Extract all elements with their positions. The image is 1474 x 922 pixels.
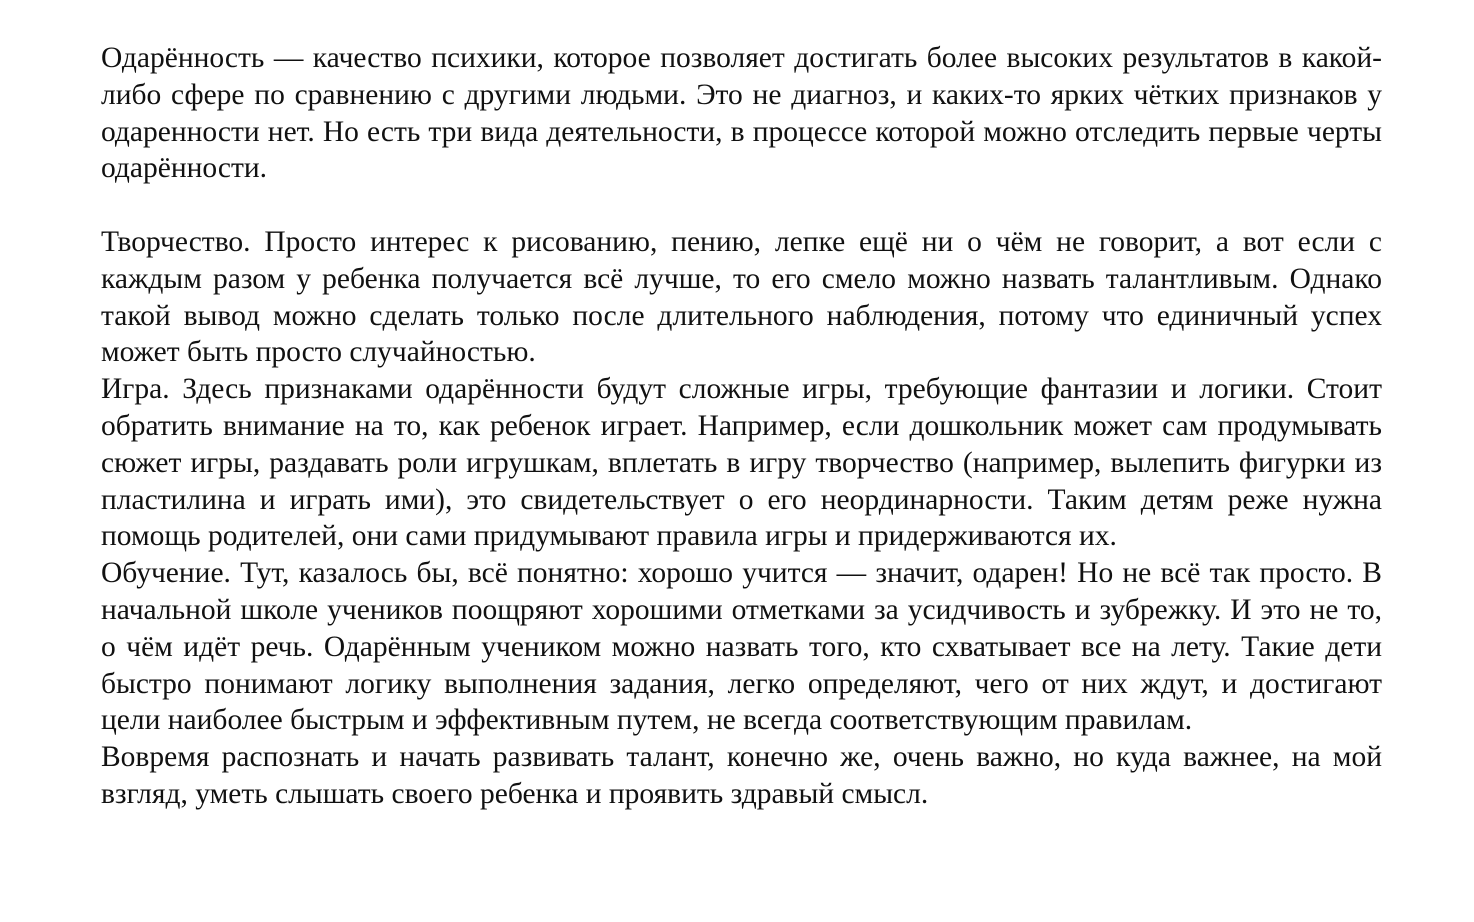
paragraph-conclusion: Вовремя распознать и начать развивать талант, конечно же, очень важно, но куда важнее, на мой взгляд, уметь слышать своего ребенка и проявить здравый смысл. <box>101 741 1382 810</box>
document-body <box>101 40 1382 813</box>
paragraph-creativity: Творчество. Просто интерес к рисованию, пению, лепке ещё ни о чём не говорит, а вот если с каждым разом у ребенка получается всё лучше, то его смело можно назвать талантливым. Однако такой вывод можно сделать только после длительного наблюдения, потому что единичный успех может быть просто случайностью. <box>101 225 1382 369</box>
paragraph-intro: Одарённость — качество психики, которое позволяет достигать более высоких результатов в какой-либо сфере по сравнению с другими людьми. Это не диагноз, и каких-то ярких чётких признаков у одаренности нет. Но есть три вида деятельности, в процессе которой можно отследить первые черты одарённости. <box>101 42 1382 185</box>
paragraph-play: Игра. Здесь признаками одарённости будут сложные игры, требующие фантазии и логики. Стоит обратить внимание на то, как ребенок играет. Например, если дошкольник может сам продумывать сюжет игры, раздавать роли игрушкам, вплетать в игру творчество (например, вылепить фигурки из пластилина и играть ими), это свидетельствует о его неординарности. Таким детям реже нужна помощь родителей, они сами придумывают правила игры и придерживаются их. <box>101 373 1382 553</box>
paragraph-learning: Обучение. Тут, казалось бы, всё понятно: хорошо учится — значит, одарен! Но не всё так просто. В начальной школе учеников поощряют хорошими отметками за усидчивость и зубрежку. И это не то, о чём идёт речь. Одарённым учеником можно назвать того, кто схватывает все на лету. Такие дети быстро понимают логику выполнения задания, легко определяют, чего от них ждут, и достигают цели наиболее быстрым и эффективным путем, не всегда соответствующим правилам. <box>101 557 1382 737</box>
